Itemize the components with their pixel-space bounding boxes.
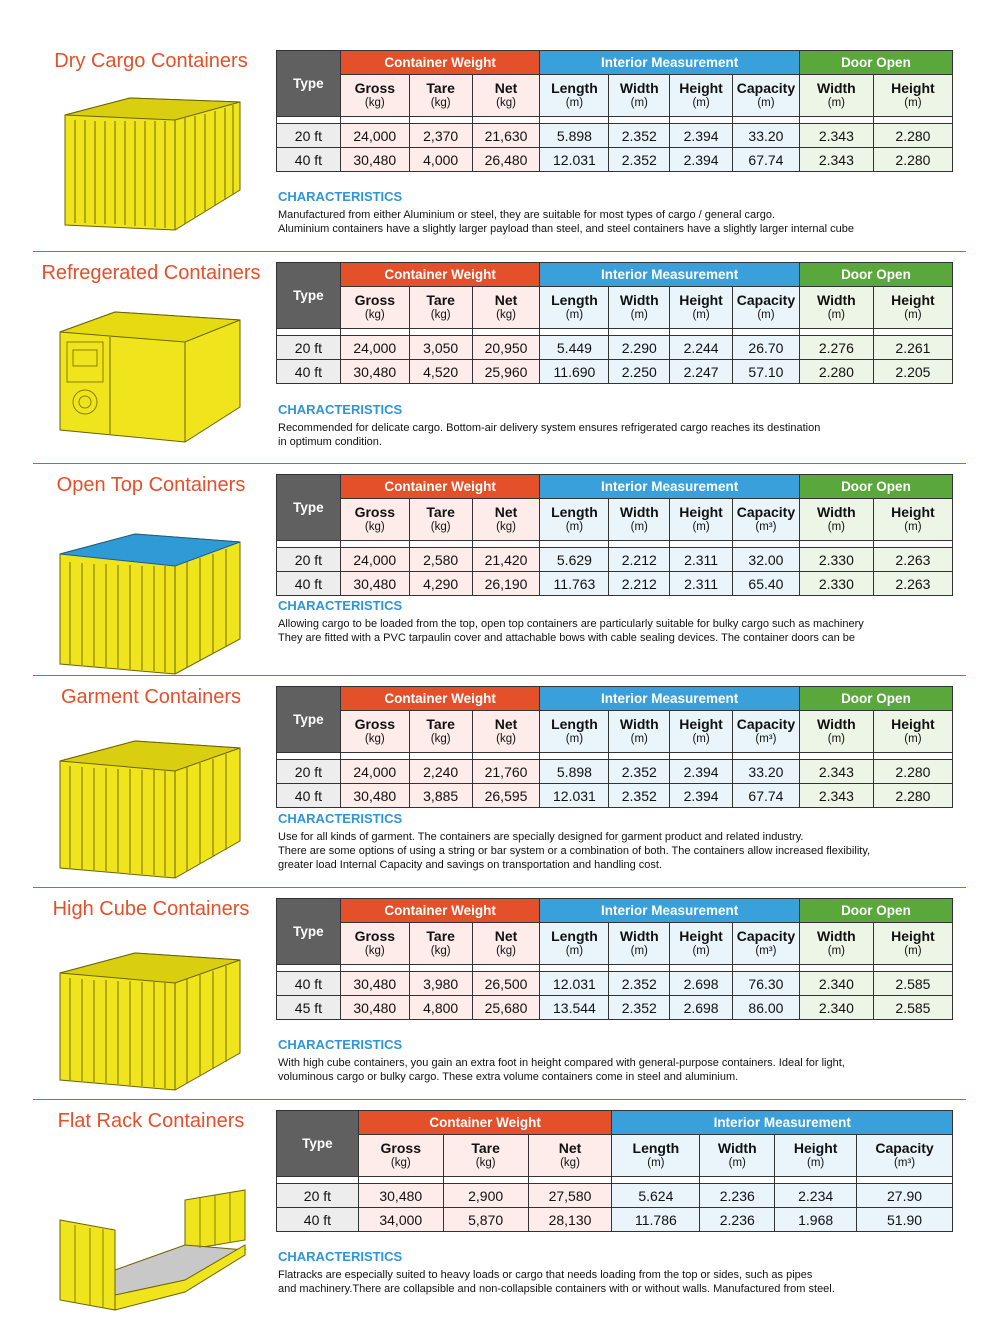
gross-header: Gross (kg) xyxy=(340,75,409,117)
section-title: Dry Cargo Containers xyxy=(54,50,248,72)
dry-cargo-container-image xyxy=(55,90,245,245)
spec-table xyxy=(276,474,953,596)
characteristics-text: Use for all kinds of garment. The containers are specially designed for garment product and related industry. There are some options of using a string or bar system or a combination of both. The containers allow increased flexibility, greater load Internal Capacity and savings on transportation and handling cost. xyxy=(278,831,871,871)
door-width-header: Width (m) xyxy=(799,75,873,117)
refrigerated-container-image xyxy=(55,302,245,457)
height-header: Height (m) xyxy=(670,499,733,541)
door-height-header: Height (m) xyxy=(873,287,952,329)
net-header: Net (kg) xyxy=(472,499,540,541)
container-weight-header: Container Weight xyxy=(340,475,540,499)
door-height-header: Height (m) xyxy=(873,75,952,117)
table-row: 20 ft 24,000 3,050 20,950 5.449 2.290 2.244 26.70 2.276 2.261 xyxy=(277,336,953,360)
gross-header: Gross (kg) xyxy=(340,499,409,541)
table-row: 40 ft 30,480 3,980 26,500 12.031 2.352 2.698 76.30 2.340 2.585 xyxy=(277,972,953,996)
capacity-header: Capacity (m³) xyxy=(733,711,800,753)
type-header: Type xyxy=(277,475,341,541)
height-header: Height (m) xyxy=(775,1135,857,1177)
tare-header: Tare (kg) xyxy=(409,287,472,329)
section-dry-cargo xyxy=(0,50,1000,262)
table-row: 40 ft 30,480 4,290 26,190 11.763 2.212 2.311 65.40 2.330 2.263 xyxy=(277,572,953,596)
type-header: Type xyxy=(277,687,341,753)
characteristics-text: Manufactured from either Aluminium or steel, they are suitable for most types of cargo / general cargo. Aluminium containers have a slightly larger payload than steel, and steel containers have a slightly larger internal cube xyxy=(278,209,854,235)
capacity-header: Capacity (m³) xyxy=(857,1135,953,1177)
container-weight-header: Container Weight xyxy=(340,687,540,711)
length-header: Length (m) xyxy=(540,75,609,117)
length-header: Length (m) xyxy=(540,923,609,965)
flat-rack-container-image xyxy=(55,1150,255,1315)
interior-measurement-header: Interior Measurement xyxy=(540,687,799,711)
net-header: Net (kg) xyxy=(472,923,540,965)
height-header: Height (m) xyxy=(670,711,733,753)
width-header: Width (m) xyxy=(609,923,670,965)
length-header: Length (m) xyxy=(540,287,609,329)
characteristics-heading: CHARACTERISTICS xyxy=(278,598,403,613)
spec-table xyxy=(276,898,953,1020)
gross-header: Gross (kg) xyxy=(340,287,409,329)
length-header: Length (m) xyxy=(540,711,609,753)
container-weight-header: Container Weight xyxy=(358,1111,612,1135)
door-width-header: Width (m) xyxy=(799,499,873,541)
spec-table xyxy=(276,50,953,172)
tare-header: Tare (kg) xyxy=(443,1135,528,1177)
gross-header: Gross (kg) xyxy=(358,1135,443,1177)
container-weight-header: Container Weight xyxy=(340,899,540,923)
height-header: Height (m) xyxy=(670,287,733,329)
interior-measurement-header: Interior Measurement xyxy=(540,475,799,499)
characteristics-heading: CHARACTERISTICS xyxy=(278,811,403,826)
section-high-cube xyxy=(0,898,1000,1110)
characteristics-text: Recommended for delicate cargo. Bottom-air delivery system ensures refrigerated cargo reaches its destination in optimum condition. xyxy=(278,422,821,448)
section-divider xyxy=(33,1099,966,1100)
table-row: 20 ft 24,000 2,370 21,630 5.898 2.352 2.394 33.20 2.343 2.280 xyxy=(277,124,953,148)
interior-measurement-header: Interior Measurement xyxy=(540,51,799,75)
section-title: Open Top Containers xyxy=(56,474,246,496)
type-header: Type xyxy=(277,263,341,329)
interior-measurement-header: Interior Measurement xyxy=(612,1111,953,1135)
tare-header: Tare (kg) xyxy=(409,499,472,541)
interior-measurement-header: Interior Measurement xyxy=(540,263,799,287)
door-height-header: Height (m) xyxy=(873,711,952,753)
table-row: 20 ft 24,000 2,240 21,760 5.898 2.352 2.394 33.20 2.343 2.280 xyxy=(277,760,953,784)
container-weight-header: Container Weight xyxy=(340,263,540,287)
net-header: Net (kg) xyxy=(472,711,540,753)
length-header: Length (m) xyxy=(612,1135,700,1177)
width-header: Width (m) xyxy=(700,1135,775,1177)
table-row: 45 ft 30,480 4,800 25,680 13.544 2.352 2.698 86.00 2.340 2.585 xyxy=(277,996,953,1020)
spec-table xyxy=(276,262,953,384)
type-header: Type xyxy=(277,51,341,117)
characteristics-heading: CHARACTERISTICS xyxy=(278,402,403,417)
door-open-header: Door Open xyxy=(799,51,952,75)
section-title: High Cube Containers xyxy=(52,898,250,920)
table-row: 40 ft 30,480 4,520 25,960 11.690 2.250 2.247 57.10 2.280 2.205 xyxy=(277,360,953,384)
type-header: Type xyxy=(277,1111,359,1177)
spec-table xyxy=(276,1110,953,1232)
capacity-header: Capacity (m³) xyxy=(733,923,800,965)
net-header: Net (kg) xyxy=(472,75,540,117)
section-garment xyxy=(0,686,1000,898)
door-height-header: Height (m) xyxy=(873,499,952,541)
door-width-header: Width (m) xyxy=(799,711,873,753)
capacity-header: Capacity (m) xyxy=(733,287,800,329)
tare-header: Tare (kg) xyxy=(409,923,472,965)
characteristics-text: With high cube containers, you gain an extra foot in height compared with general-purpose containers. Ideal for light, voluminous cargo or bulky cargo. These extra volume containers come in steel and aluminium. xyxy=(278,1057,845,1083)
table-row: 20 ft 24,000 2,580 21,420 5.629 2.212 2.311 32.00 2.330 2.263 xyxy=(277,548,953,572)
width-header: Width (m) xyxy=(609,75,670,117)
tare-header: Tare (kg) xyxy=(409,711,472,753)
height-header: Height (m) xyxy=(670,923,733,965)
tare-header: Tare (kg) xyxy=(409,75,472,117)
table-row: 20 ft 30,480 2,900 27,580 5.624 2.236 2.234 27.90 xyxy=(277,1184,953,1208)
width-header: Width (m) xyxy=(609,287,670,329)
type-header: Type xyxy=(277,899,341,965)
door-width-header: Width (m) xyxy=(799,923,873,965)
section-divider xyxy=(33,251,966,252)
section-divider xyxy=(33,675,966,676)
capacity-header: Capacity (m³) xyxy=(733,499,800,541)
table-row: 40 ft 30,480 4,000 26,480 12.031 2.352 2.394 67.74 2.343 2.280 xyxy=(277,148,953,172)
characteristics-text: Flatracks are especially suited to heavy loads or cargo that needs loading from the top or sides, such as pipes and machinery.There are collapsible and non-collapsible containers with or without walls. Manufactured from steel. xyxy=(278,1269,835,1295)
interior-measurement-header: Interior Measurement xyxy=(540,899,799,923)
section-refrigerated xyxy=(0,262,1000,474)
high-cube-container-image xyxy=(55,938,245,1098)
garment-container-image xyxy=(55,726,245,886)
section-divider xyxy=(33,887,966,888)
door-height-header: Height (m) xyxy=(873,923,952,965)
width-header: Width (m) xyxy=(609,499,670,541)
height-header: Height (m) xyxy=(670,75,733,117)
characteristics-text: Allowing cargo to be loaded from the top, open top containers are particularly suitable for bulky cargo such as machinery They are fitted with a PVC tarpaulin cover and attachable bows with cable sealing devices. The container doors can be xyxy=(278,618,864,644)
section-open-top xyxy=(0,474,1000,686)
door-open-header: Door Open xyxy=(799,899,952,923)
door-open-header: Door Open xyxy=(799,475,952,499)
section-title: Refregerated Containers xyxy=(41,262,261,284)
door-open-header: Door Open xyxy=(799,263,952,287)
container-weight-header: Container Weight xyxy=(340,51,540,75)
characteristics-heading: CHARACTERISTICS xyxy=(278,1249,403,1264)
length-header: Length (m) xyxy=(540,499,609,541)
gross-header: Gross (kg) xyxy=(340,923,409,965)
net-header: Net (kg) xyxy=(528,1135,612,1177)
spec-table xyxy=(276,686,953,808)
width-header: Width (m) xyxy=(609,711,670,753)
section-flat-rack xyxy=(0,1110,1000,1335)
door-open-header: Door Open xyxy=(799,687,952,711)
open-top-container-image xyxy=(55,514,245,694)
gross-header: Gross (kg) xyxy=(340,711,409,753)
section-title: Flat Rack Containers xyxy=(57,1110,245,1132)
section-title: Garment Containers xyxy=(60,686,242,708)
capacity-header: Capacity (m) xyxy=(733,75,800,117)
section-divider xyxy=(33,463,966,464)
characteristics-heading: CHARACTERISTICS xyxy=(278,1037,403,1052)
table-row: 40 ft 34,000 5,870 28,130 11.786 2.236 1.968 51.90 xyxy=(277,1208,953,1232)
net-header: Net (kg) xyxy=(472,287,540,329)
characteristics-heading: CHARACTERISTICS xyxy=(278,189,403,204)
table-row: 40 ft 30,480 3,885 26,595 12.031 2.352 2.394 67.74 2.343 2.280 xyxy=(277,784,953,808)
door-width-header: Width (m) xyxy=(799,287,873,329)
